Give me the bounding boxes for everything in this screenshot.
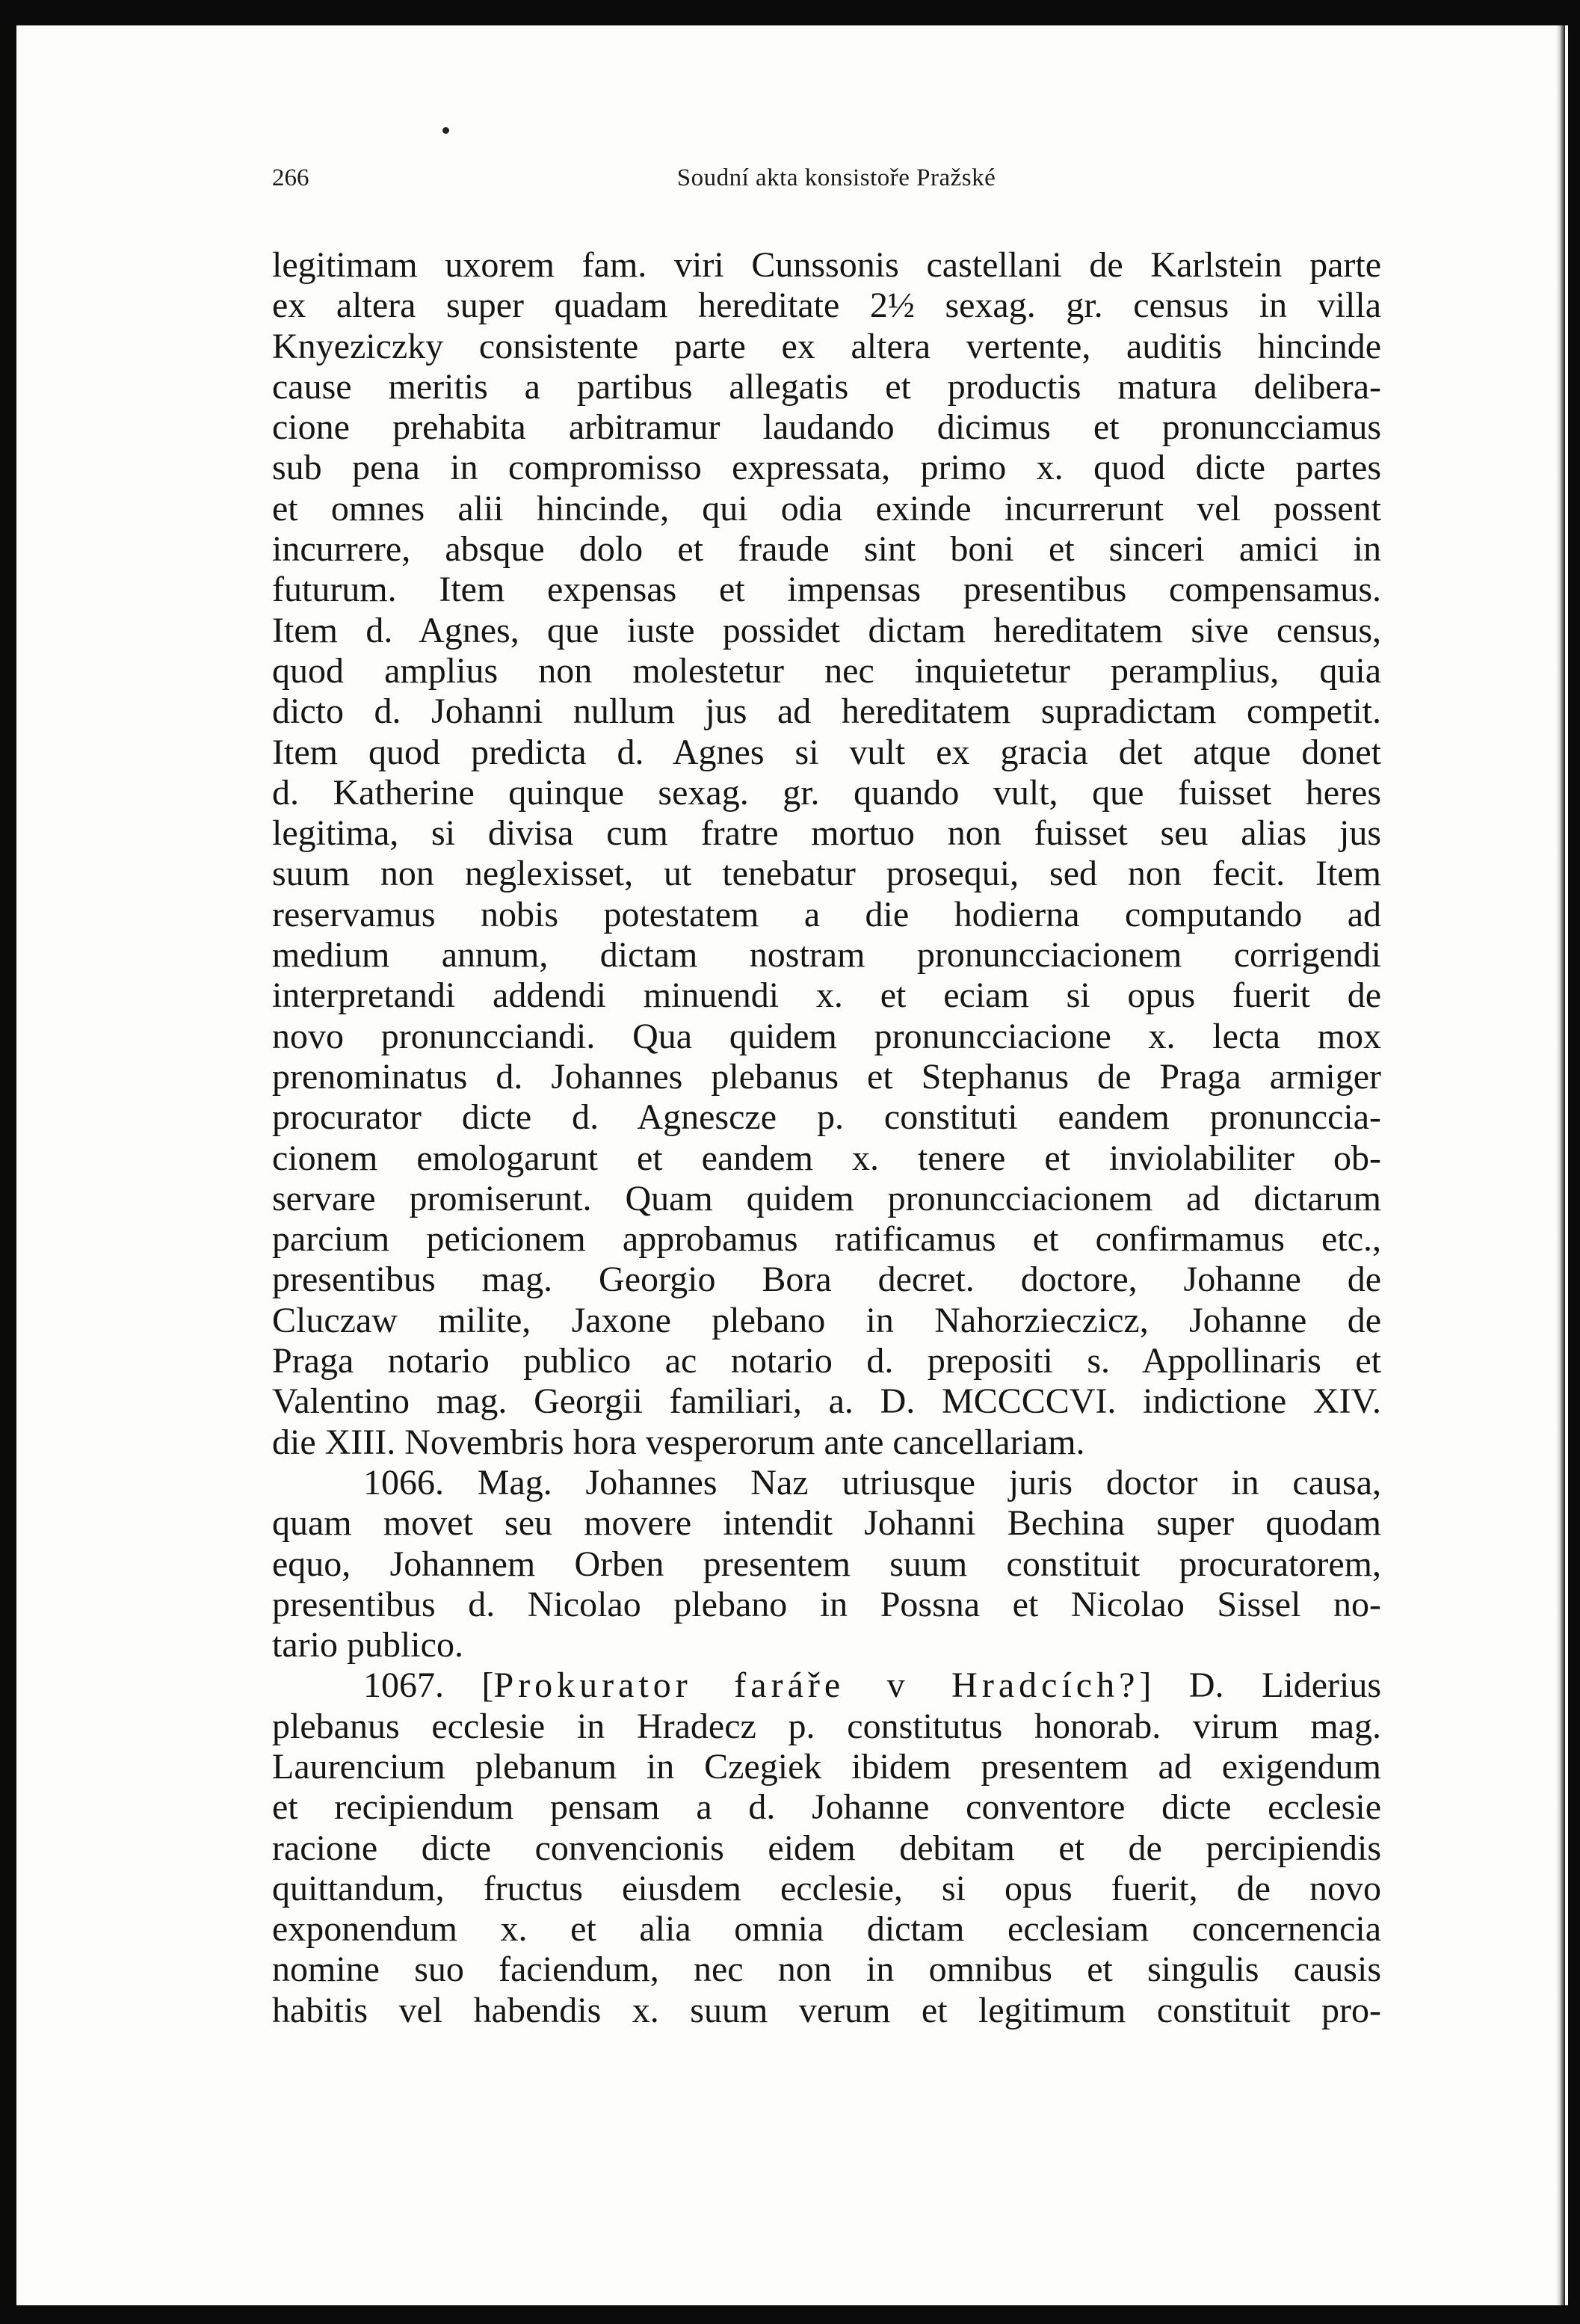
- text-line: racione dicte convencionis eidem debitam et de percipiendis: [272, 1828, 1381, 1868]
- text-line: servare promiserunt. Quam quidem pronuncciacionem ad dictarum: [272, 1178, 1381, 1218]
- text-line: suum non neglexisset, ut tenebatur prosequi, sed non fecit. Item: [272, 854, 1381, 894]
- text-line: 1066. Mag. Johannes Naz utriusque juris doctor in causa,: [363, 1462, 1381, 1502]
- entry-heading: Prokurator faráře v Hradcích?: [493, 1665, 1140, 1706]
- text-line: nomine suo faciendum, nec non in omnibus et singulis causis: [272, 1949, 1381, 1990]
- entry-1067-first-line: [272, 1665, 1381, 1706]
- heading-bracket-close: ]: [1139, 1665, 1152, 1706]
- text-line: cionem emologarunt et eandem x. tenere et inviolabiliter ob-: [272, 1138, 1381, 1178]
- entry-number: 1067.: [363, 1665, 444, 1706]
- text-line: equo, Johannem Orben presentem suum constituit procuratorem,: [272, 1544, 1381, 1584]
- text-line: quod amplius non molestetur nec inquietetur peramplius, quia: [272, 650, 1381, 691]
- running-title: Soudní akta konsistoře Pražské: [676, 164, 996, 191]
- text-line: die XIII. Novembris hora vesperorum ante cancellariam.: [272, 1422, 1085, 1462]
- text-line: incurrere, absque dolo et fraude sint boni et sinceri amici in: [272, 529, 1381, 570]
- text-line: prenominatus d. Johannes plebanus et Stephanus de Praga armiger: [272, 1056, 1381, 1097]
- text-line: Valentino mag. Georgii familiari, a. D. MCCCCVI. indictione XIV.: [272, 1381, 1381, 1422]
- text-line: cione prehabita arbitramur laudando dicimus et pronuncciamus: [272, 407, 1381, 448]
- text-line: presentibus mag. Georgio Bora decret. doctore, Johanne de: [272, 1260, 1381, 1300]
- page-gutter-shadow: [1556, 25, 1565, 2305]
- text-line: exponendum x. et alia omnia dictam ecclesiam concernencia: [272, 1909, 1381, 1949]
- body-text: [272, 245, 1381, 2031]
- paragraph-continuation: [272, 245, 1381, 1463]
- text-line: Item d. Agnes, que iuste possidet dictam hereditatem sive census,: [272, 610, 1381, 650]
- entry-1066: [272, 1463, 1381, 1665]
- text-line: quam movet seu movere intendit Johanni Bechina super quodam: [272, 1503, 1381, 1544]
- text-line: Laurencium plebanum in Czegiek ibidem presentem ad exigendum: [272, 1746, 1381, 1787]
- text-line: quittandum, fructus eiusdem ecclesie, si opus fuerit, de novo: [272, 1868, 1381, 1908]
- text-line: Knyeziczky consistente parte ex altera vertente, auditis hincinde: [272, 326, 1381, 366]
- entry-first-line-text: D. Liderius: [1188, 1665, 1382, 1706]
- text-line: dicto d. Johanni nullum jus ad hereditatem supradictam competit.: [272, 691, 1381, 732]
- page-number: 266: [272, 164, 309, 191]
- text-line: legitima, si divisa cum fratre mortuo non fuisset seu alias jus: [272, 813, 1381, 854]
- text-line: et recipiendum pensam a d. Johanne conventore dicte ecclesie: [272, 1787, 1381, 1828]
- text-line: medium annum, dictam nostram pronuncciacionem corrigendi: [272, 935, 1381, 975]
- text-line: presentibus d. Nicolao plebano in Possna et Nicolao Sissel no-: [272, 1584, 1381, 1624]
- text-line: reservamus nobis potestatem a die hodierna computando ad: [272, 894, 1381, 934]
- text-line: Cluczaw milite, Jaxone plebano in Nahorzieczicz, Johanne de: [272, 1300, 1381, 1340]
- running-head: [272, 164, 1401, 202]
- text-line: et omnes alii hincinde, qui odia exinde incurrerunt vel possent: [272, 488, 1381, 528]
- text-line: habitis vel habendis x. suum verum et legitimum constituit pro-: [272, 1990, 1381, 2030]
- text-line: Praga notario publico ac notario d. prepositi s. Appollinaris et: [272, 1341, 1381, 1381]
- text-line: interpretandi addendi minuendi x. et eciam si opus fuerit de: [272, 975, 1381, 1016]
- print-speck: [442, 127, 449, 134]
- text-line: tario publico.: [272, 1625, 463, 1665]
- text-line: futurum. Item expensas et impensas presentibus compensamus.: [272, 570, 1381, 610]
- text-line: sub pena in compromisso expressata, primo x. quod dicte partes: [272, 448, 1381, 488]
- text-line: Item quod predicta d. Agnes si vult ex gracia det atque donet: [272, 732, 1381, 772]
- text-line: plebanus ecclesie in Hradecz p. constitutus honorab. virum mag.: [272, 1706, 1381, 1746]
- text-line: legitimam uxorem fam. viri Cunssonis castellani de Karlstein parte: [272, 245, 1381, 285]
- text-line: parcium peticionem approbamus ratificamus et confirmamus etc.,: [272, 1219, 1381, 1260]
- text-line: novo pronuncciandi. Qua quidem pronuncciacione x. lecta mox: [272, 1016, 1381, 1056]
- heading-bracket-open: [: [481, 1665, 494, 1706]
- text-line: cause meritis a partibus allegatis et productis matura delibera-: [272, 366, 1381, 407]
- entry-1067: [272, 1665, 1381, 2031]
- text-line: ex altera super quadam hereditate 2½ sexag. gr. census in villa: [272, 286, 1381, 326]
- text-line: d. Katherine quinque sexag. gr. quando vult, que fuisset heres: [272, 772, 1381, 813]
- text-line: procurator dicte d. Agnescze p. constituti eandem pronunccia-: [272, 1097, 1381, 1138]
